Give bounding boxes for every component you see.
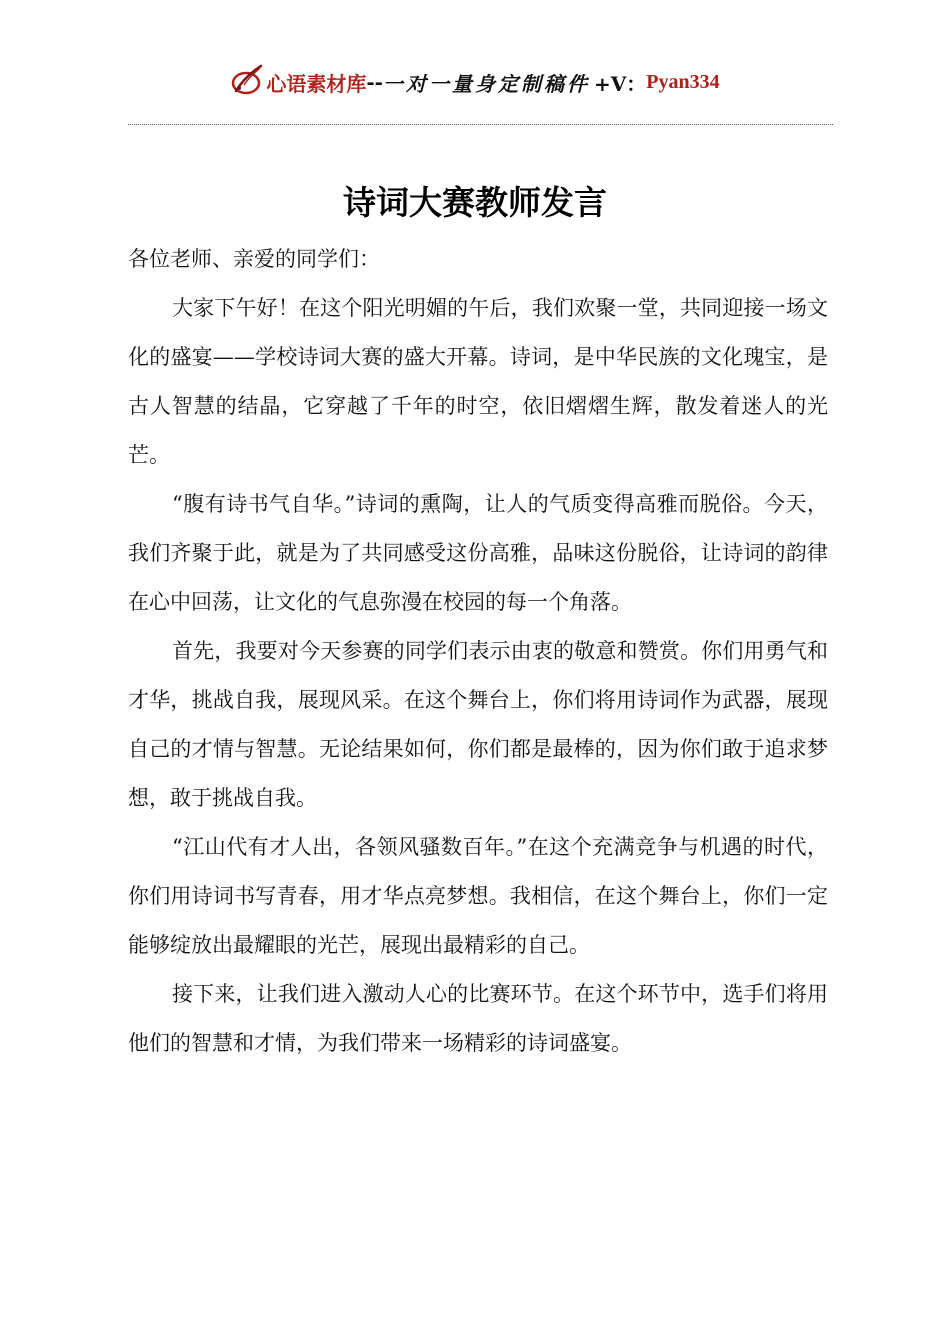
page-header [0, 62, 950, 102]
document-title: 诗词大赛教师发言 [343, 183, 607, 222]
paragraph: 大家下午好！在这个阳光明媚的午后，我们欢聚一堂，共同迎接一场文化的盛宴——学校诗词大赛的盛大开幕。诗词，是中华民族的文化瑰宝，是古人智慧的结晶，它穿越了千年的时空，依旧熠熠生辉，散发着迷人的光芒。 [128, 296, 828, 467]
brand-name: 心语素材库 [266, 71, 367, 96]
header-separator: -- [366, 70, 383, 94]
document-body [128, 235, 828, 1068]
header-divider [128, 124, 833, 125]
contact-id: Pyan334 [646, 70, 720, 93]
greeting: 各位老师、亲爱的同学们： [128, 247, 380, 271]
paragraph: 接下来，让我们进入激动人心的比赛环节。在这个环节中，选手们将用他们的智慧和才情，为我们带来一场精彩的诗词盛宴。 [128, 982, 828, 1055]
paragraph: “腹有诗书气自华。”诗词的熏陶，让人的气质变得高雅而脱俗。今天，我们齐聚于此，就是为了共同感受这份高雅，品味这份脱俗，让诗词的韵律在心中回荡，让文化的气息弥漫在校园的每一个角落。 [128, 492, 828, 614]
contact-label: +V： [593, 71, 647, 96]
paragraph: 首先，我要对今天参赛的同学们表示由衷的敬意和赞赏。你们用勇气和才华，挑战自我，展现风采。在这个舞台上，你们将用诗词作为武器，展现自己的才情与智慧。无论结果如何，你们都是最棒的，因为你们敢于追求梦想，敢于挑战自我。 [128, 639, 828, 810]
header-slogan: 一对一量身定制稿件 [382, 71, 590, 96]
paragraph: “江山代有才人出，各领风骚数百年。”在这个充满竞争与机遇的时代，你们用诗词书写青春，用才华点亮梦想。我相信，在这个舞台上，你们一定能够绽放出最耀眼的光芒，展现出最精彩的自己。 [128, 835, 828, 957]
quill-circle-icon [230, 63, 264, 97]
